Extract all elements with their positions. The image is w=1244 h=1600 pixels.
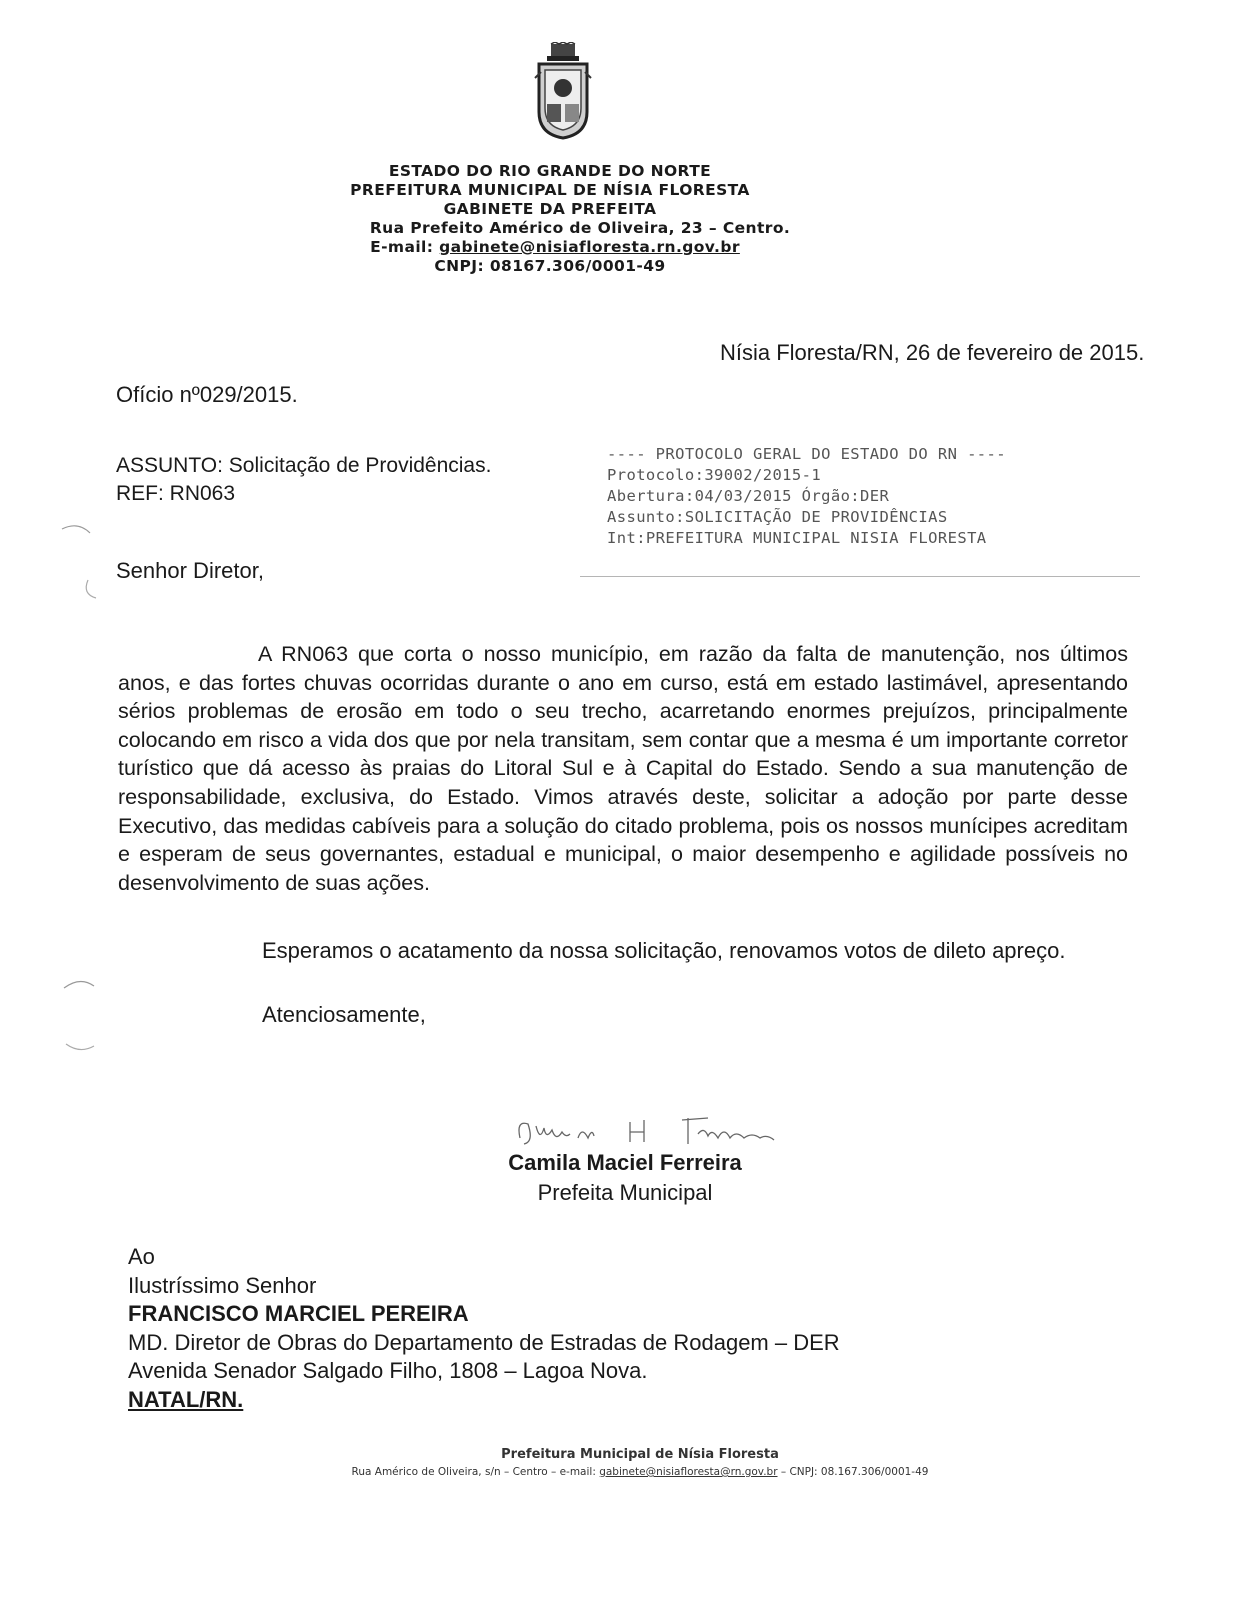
- protocol-stamp: [607, 444, 1006, 549]
- subject-line: ASSUNTO: Solicitação de Providências.: [116, 454, 492, 477]
- stamp-line-header: ---- PROTOCOLO GERAL DO ESTADO DO RN ----: [607, 445, 1007, 463]
- footer-title: Prefeitura Municipal de Nísia Floresta: [501, 1447, 779, 1462]
- addressee-block: [128, 1243, 840, 1414]
- footer-cnpj: – CNPJ: 08.167.306/0001-49: [777, 1466, 929, 1478]
- footer-contact: [300, 1464, 980, 1480]
- salutation: Senhor Diretor,: [116, 558, 264, 583]
- oficio-number: Ofício nº029/2015.: [116, 382, 298, 407]
- stamp-line-subject: Assunto:SOLICITAÇÃO DE PROVIDÊNCIAS: [607, 508, 948, 526]
- addressee-city: NATAL/RN.: [128, 1386, 244, 1412]
- stamp-underline: [580, 576, 1140, 577]
- stamp-line-protocol: Protocolo:39002/2015-1: [607, 466, 822, 484]
- letterhead-email-line: [270, 238, 830, 257]
- margin-mark-icon: [60, 1032, 100, 1062]
- signer-block: [430, 1148, 820, 1208]
- letterhead-street: Rua Prefeito Américo de Oliveira, 23 – Centro.: [369, 219, 791, 237]
- margin-mark-icon: [60, 970, 100, 1000]
- letterhead-office: GABINETE DA PREFEITA: [443, 200, 657, 218]
- addressee-to: Ao: [128, 1244, 155, 1269]
- addressee-honorific: Ilustríssimo Senhor: [128, 1272, 317, 1298]
- page-footer: [300, 1446, 980, 1480]
- letterhead-email-link[interactable]: gabinete@nisiafloresta.rn.gov.br: [439, 238, 740, 256]
- signer-name: Camila Maciel Ferreira: [508, 1150, 742, 1175]
- footer-email-link[interactable]: gabinete@nisiafloresta@rn.gov.br: [599, 1466, 778, 1478]
- margin-mark-icon: [60, 578, 100, 608]
- subject-block: [116, 452, 491, 508]
- margin-mark-icon: [60, 515, 100, 545]
- dateline: Nísia Floresta/RN, 26 de fevereiro de 2015.: [720, 340, 1145, 365]
- closing-sentence: Esperamos o acatamento da nossa solicitação, renovamos votos de dileto apreço.: [262, 938, 1066, 963]
- letterhead-cnpj: CNPJ: 08167.306/0001-49: [434, 257, 666, 275]
- letterhead-address: [270, 219, 830, 238]
- letterhead-state: ESTADO DO RIO GRANDE DO NORTE: [388, 162, 712, 180]
- signer-title: Prefeita Municipal: [537, 1180, 713, 1205]
- footer-address: Rua Américo de Oliveira, s/n – Centro – e-mail:: [351, 1466, 600, 1478]
- closing-regards: Atenciosamente,: [262, 1002, 426, 1027]
- municipal-coat-of-arms-logo: [533, 42, 593, 140]
- letterhead: [270, 162, 830, 276]
- addressee-role: MD. Diretor de Obras do Departamento de Estradas de Rodagem – DER: [128, 1329, 840, 1355]
- letterhead-email-label: E-mail:: [370, 238, 440, 256]
- stamp-line-opening: Abertura:04/03/2015 Órgão:DER: [607, 487, 890, 505]
- letterhead-prefecture: PREFEITURA MUNICIPAL DE NÍSIA FLORESTA: [350, 181, 750, 199]
- addressee-address: Avenida Senador Salgado Filho, 1808 – Lagoa Nova.: [128, 1358, 648, 1383]
- body-paragraph: A RN063 que corta o nosso município, em razão da falta de manutenção, nos últimos anos, e das fortes chuvas ocorridas durante o ano em curso, está em estado lastimável, apresentando sérios problemas de erosão em todo o seu trecho, acarretando enormes prejuízos, principalmente colocando em risco a vida dos que por nela transitam, sem contar que a mesma é um importante corretor turístico que dá acesso às praias do Litoral Sul e à Capital do Estado. Sendo a sua manutenção de responsabilidade, exclusiva, do Estado. Vimos através deste, solicitar a adoção por parte desse Executivo, das medidas cabíveis para a solução do citado problema, pois os nossos munícipes acreditam e esperam de seus governantes, estadual e municipal, o maior desempenho e agilidade possíveis no desenvolvimento de suas ações.: [118, 642, 1128, 895]
- stamp-line-interested: Int:PREFEITURA MUNICIPAL NISIA FLORESTA: [607, 529, 987, 547]
- reference-line: REF: RN063: [116, 482, 236, 505]
- addressee-name: FRANCISCO MARCIEL PEREIRA: [128, 1301, 469, 1326]
